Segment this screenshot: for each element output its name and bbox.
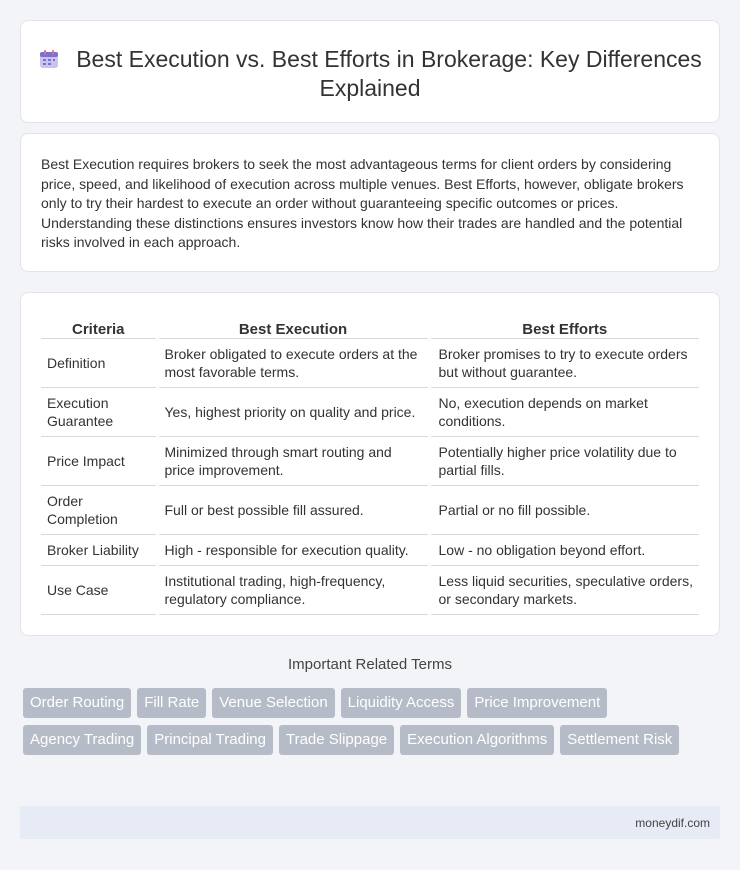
intro-card bbox=[20, 133, 720, 272]
related-terms-list bbox=[23, 688, 703, 755]
row-best-efforts: Low - no obligation beyond effort. bbox=[429, 534, 699, 565]
row-criteria: Use Case bbox=[41, 565, 157, 614]
calendar-icon bbox=[38, 48, 60, 70]
title-card bbox=[20, 20, 720, 123]
comparison-table bbox=[41, 316, 699, 615]
header-best-execution: Best Execution bbox=[157, 316, 429, 338]
tag-fill-rate[interactable]: Fill Rate bbox=[137, 688, 206, 718]
row-best-efforts: No, execution depends on market conditions. bbox=[429, 387, 699, 436]
tag-principal-trading[interactable]: Principal Trading bbox=[147, 725, 273, 755]
tag-price-improvement[interactable]: Price Improvement bbox=[467, 688, 607, 718]
tag-venue-selection[interactable]: Venue Selection bbox=[212, 688, 334, 718]
row-criteria: Broker Liability bbox=[41, 534, 157, 565]
tag-agency-trading[interactable]: Agency Trading bbox=[23, 725, 141, 755]
tag-liquidity-access[interactable]: Liquidity Access bbox=[341, 688, 462, 718]
row-criteria: Definition bbox=[41, 338, 157, 387]
row-best-efforts: Potentially higher price volatility due to partial fills. bbox=[429, 436, 699, 485]
row-best-execution: Broker obligated to execute orders at the most favorable terms. bbox=[157, 338, 429, 387]
page-title-block bbox=[21, 45, 719, 103]
table-row bbox=[41, 338, 699, 387]
table-row bbox=[41, 387, 699, 436]
row-criteria: Execution Guarantee bbox=[41, 387, 157, 436]
tag-settlement-risk[interactable]: Settlement Risk bbox=[560, 725, 679, 755]
table-row bbox=[41, 534, 699, 565]
footer-site: moneydif.com bbox=[635, 816, 710, 830]
table-row bbox=[41, 485, 699, 534]
comparison-card bbox=[20, 292, 720, 636]
intro-paragraph: Best Execution requires brokers to seek the most advantageous terms for client orders by considering price, speed, and likelihood of execution across multiple venues. Best Efforts, however, obligate brokers only to try their hardest to execute an order without guaranteeing specific outcomes or prices. Understanding these distinctions ensures investors know how their trades are handled and the potential risks involved in each approach. bbox=[41, 156, 684, 250]
page-title: Best Execution vs. Best Efforts in Brokerage: Key Differences Explained bbox=[76, 46, 702, 101]
row-best-execution: Institutional trading, high-frequency, regulatory compliance. bbox=[157, 565, 429, 614]
row-best-efforts: Broker promises to try to execute orders but without guarantee. bbox=[429, 338, 699, 387]
footer bbox=[20, 806, 720, 839]
tag-order-routing[interactable]: Order Routing bbox=[23, 688, 131, 718]
row-best-execution: High - responsible for execution quality. bbox=[157, 534, 429, 565]
header-best-efforts: Best Efforts bbox=[429, 316, 699, 338]
related-terms-heading: Important Related Terms bbox=[288, 656, 452, 673]
table-row bbox=[41, 436, 699, 485]
row-best-efforts: Less liquid securities, speculative orders, or secondary markets. bbox=[429, 565, 699, 614]
row-best-efforts: Partial or no fill possible. bbox=[429, 485, 699, 534]
table-row bbox=[41, 565, 699, 614]
row-best-execution: Minimized through smart routing and price improvement. bbox=[157, 436, 429, 485]
table-header-row bbox=[41, 316, 699, 338]
row-criteria: Price Impact bbox=[41, 436, 157, 485]
tag-trade-slippage[interactable]: Trade Slippage bbox=[279, 725, 394, 755]
tag-execution-algorithms[interactable]: Execution Algorithms bbox=[400, 725, 554, 755]
row-criteria: Order Completion bbox=[41, 485, 157, 534]
header-criteria: Criteria bbox=[41, 316, 157, 338]
row-best-execution: Yes, highest priority on quality and price. bbox=[157, 387, 429, 436]
row-best-execution: Full or best possible fill assured. bbox=[157, 485, 429, 534]
